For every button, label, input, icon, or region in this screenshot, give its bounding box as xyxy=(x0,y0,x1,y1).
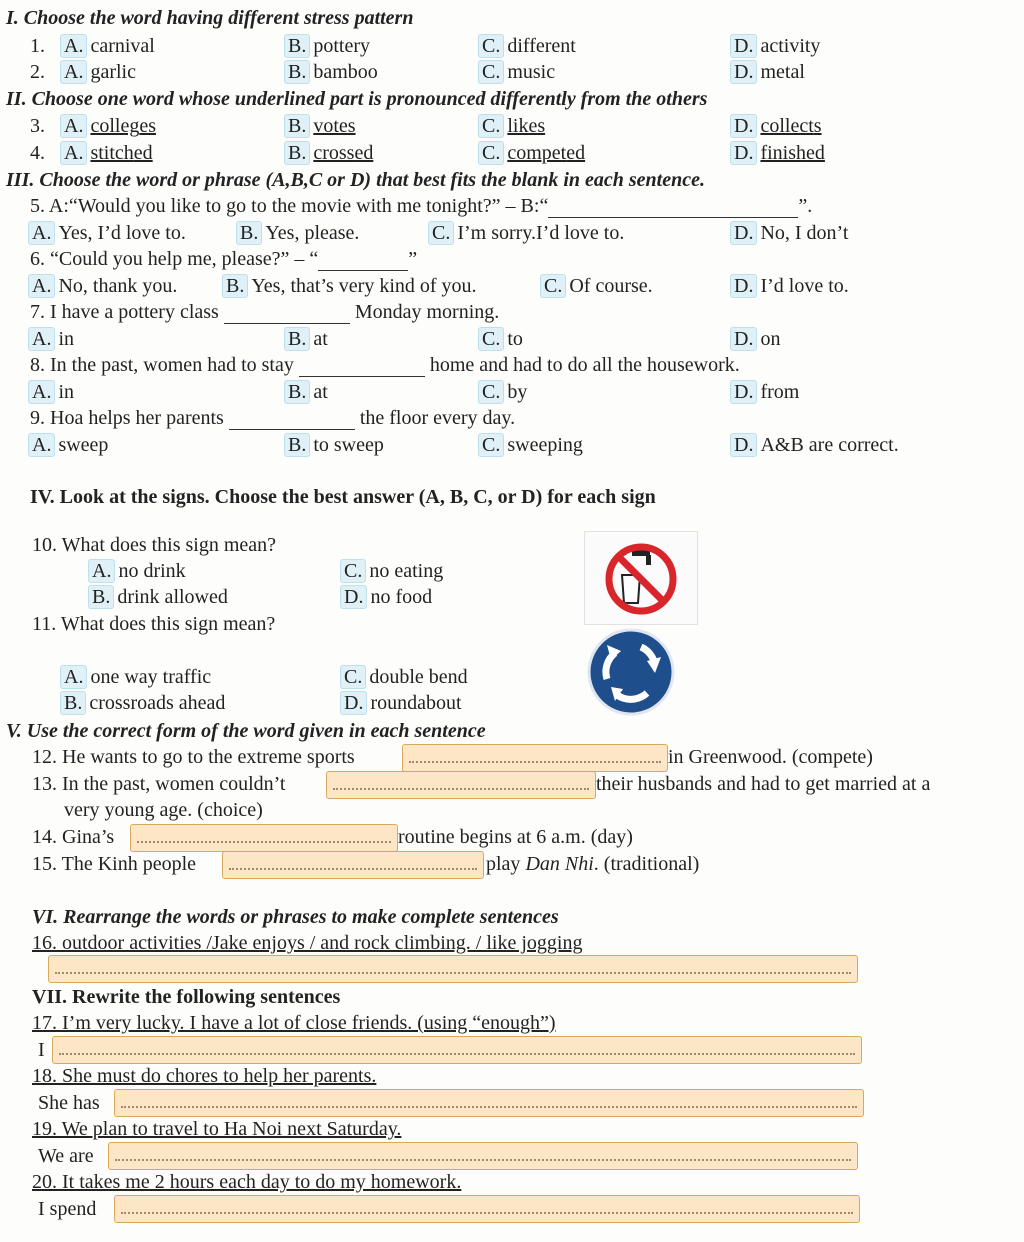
q6-text: 6. “Could you help me, please?” – “ ” xyxy=(30,248,418,270)
q8-blank[interactable] xyxy=(299,376,425,377)
section-7-title: VII. Rewrite the following sentences xyxy=(32,986,341,1008)
q10-option-c[interactable]: C. no eating xyxy=(340,559,443,583)
q11-option-b[interactable]: B. crossroads ahead xyxy=(60,691,225,715)
q20-text: 20. It takes me 2 hours each day to do my homework. xyxy=(32,1171,462,1193)
q13-text-post: their husbands and had to get married at a xyxy=(596,773,931,795)
q7-option-c[interactable]: C. to xyxy=(478,327,523,351)
q5-option-d[interactable]: D. No, I don’t xyxy=(730,221,848,245)
q10-text: 10. What does this sign mean? xyxy=(32,534,277,556)
q19-answer-box[interactable] xyxy=(108,1142,858,1170)
no-drinking-sign-icon xyxy=(584,531,698,625)
q10-option-a[interactable]: A. no drink xyxy=(88,559,186,583)
q5-text: 5. A:“Would you like to go to the movie with me tonight?” – B:“ ”. xyxy=(30,195,813,217)
q5-blank[interactable] xyxy=(548,217,798,218)
q3-option-c[interactable]: C. likes xyxy=(478,114,545,138)
q13-text-pre: 13. In the past, women couldn’t xyxy=(32,773,286,795)
q9-option-c[interactable]: C. sweeping xyxy=(478,433,583,457)
q9-option-b[interactable]: B. to sweep xyxy=(284,433,384,457)
q3-option-a[interactable]: A. colleges xyxy=(60,114,156,138)
q18-text: 18. She must do chores to help her parents. xyxy=(32,1065,377,1087)
q4-option-b[interactable]: B. crossed xyxy=(284,141,373,165)
q1-number: 1. xyxy=(30,35,45,57)
q2-number: 2. xyxy=(30,61,45,83)
q7-text: 7. I have a pottery class Monday morning. xyxy=(30,301,500,323)
q3-number: 3. xyxy=(30,115,45,137)
q7-option-a[interactable]: A. in xyxy=(28,327,74,351)
q2-option-b[interactable]: B. bamboo xyxy=(284,60,378,84)
q20-start: I spend xyxy=(38,1198,97,1220)
q9-text: 9. Hoa helps her parents the floor every day. xyxy=(30,407,516,429)
q18-start: She has xyxy=(38,1092,100,1114)
q14-text-post: routine begins at 6 a.m. (day) xyxy=(398,826,633,848)
q1-option-c[interactable]: C. different xyxy=(478,34,576,58)
section-1-title: I. Choose the word having different stress pattern xyxy=(6,7,414,29)
q4-option-c[interactable]: C. competed xyxy=(478,141,585,165)
q8-option-a[interactable]: A. in xyxy=(28,380,74,404)
q11-option-c[interactable]: C. double bend xyxy=(340,665,468,689)
q3-option-d[interactable]: D. collects xyxy=(730,114,822,138)
q5-option-b[interactable]: B. Yes, please. xyxy=(236,221,359,245)
q12-answer-box[interactable] xyxy=(402,744,668,772)
q8-text: 8. In the past, women had to stay home and had to do all the housework. xyxy=(30,354,740,376)
q6-option-c[interactable]: C. Of course. xyxy=(540,274,653,298)
section-6-title: VI. Rearrange the words or phrases to make complete sentences xyxy=(32,906,559,928)
q1-option-b[interactable]: B. pottery xyxy=(284,34,370,58)
section-2-title: II. Choose one word whose underlined part is pronounced differently from the others xyxy=(6,88,708,110)
q2-option-d[interactable]: D. metal xyxy=(730,60,805,84)
roundabout-sign-icon xyxy=(585,627,677,717)
q6-blank[interactable] xyxy=(318,270,408,271)
q2-option-a[interactable]: A. garlic xyxy=(60,60,136,84)
q9-blank[interactable] xyxy=(229,429,355,430)
q10-option-b[interactable]: B. drink allowed xyxy=(88,585,228,609)
q11-option-d[interactable]: D. roundabout xyxy=(340,691,462,715)
q15-text-post: play Dan Nhi. (traditional) xyxy=(486,853,700,875)
q17-text: 17. I’m very lucky. I have a lot of close friends. (using “enough”) xyxy=(32,1012,556,1034)
q2-option-c[interactable]: C. music xyxy=(478,60,555,84)
section-3-title: III. Choose the word or phrase (A,B,C or D) that best fits the blank in each sentence. xyxy=(6,169,705,191)
q14-answer-box[interactable] xyxy=(130,824,398,852)
q9-option-a[interactable]: A. sweep xyxy=(28,433,108,457)
q8-option-c[interactable]: C. by xyxy=(478,380,527,404)
q6-option-b[interactable]: B. Yes, that’s very kind of you. xyxy=(222,274,477,298)
q6-option-d[interactable]: D. I’d love to. xyxy=(730,274,849,298)
q19-text: 19. We plan to travel to Ha Noi next Saturday. xyxy=(32,1118,402,1140)
q17-answer-box[interactable] xyxy=(52,1036,862,1064)
q19-start: We are xyxy=(38,1145,94,1167)
q8-option-d[interactable]: D. from xyxy=(730,380,799,404)
q15-text-pre: 15. The Kinh people xyxy=(32,853,197,875)
q3-option-b[interactable]: B. votes xyxy=(284,114,356,138)
q1-option-d[interactable]: D. activity xyxy=(730,34,820,58)
q12-text-post: in Greenwood. (compete) xyxy=(668,746,873,768)
q13-text-cont: very young age. (choice) xyxy=(64,799,263,821)
q9-option-d[interactable]: D. A&B are correct. xyxy=(730,433,899,457)
q7-blank[interactable] xyxy=(224,323,350,324)
q20-answer-box[interactable] xyxy=(114,1195,860,1223)
q4-option-a[interactable]: A. stitched xyxy=(60,141,153,165)
q15-answer-box[interactable] xyxy=(222,851,484,879)
q8-option-b[interactable]: B. at xyxy=(284,380,328,404)
q1-option-a[interactable]: A. carnival xyxy=(60,34,155,58)
q13-answer-box[interactable] xyxy=(326,771,596,799)
q16-answer-box[interactable] xyxy=(48,955,858,983)
section-4-title: IV. Look at the signs. Choose the best answer (A, B, C, or D) for each sign xyxy=(30,486,656,508)
q16-text: 16. outdoor activities /Jake enjoys / and rock climbing. / like jogging xyxy=(32,932,583,954)
q14-text-pre: 14. Gina’s xyxy=(32,826,115,848)
q4-number: 4. xyxy=(30,142,45,164)
q5-option-c[interactable]: C. I’m sorry.I’d love to. xyxy=(428,221,624,245)
q4-option-d[interactable]: D. finished xyxy=(730,141,825,165)
q17-start: I xyxy=(38,1039,45,1061)
q6-option-a[interactable]: A. No, thank you. xyxy=(28,274,177,298)
q10-option-d[interactable]: D. no food xyxy=(340,585,432,609)
section-5-title: V. Use the correct form of the word given in each sentence xyxy=(6,720,486,742)
q7-option-b[interactable]: B. at xyxy=(284,327,328,351)
q11-text: 11. What does this sign mean? xyxy=(32,613,276,635)
q18-answer-box[interactable] xyxy=(114,1089,864,1117)
q7-option-d[interactable]: D. on xyxy=(730,327,780,351)
q11-option-a[interactable]: A. one way traffic xyxy=(60,665,211,689)
q5-option-a[interactable]: A. Yes, I’d love to. xyxy=(28,221,186,245)
q12-text-pre: 12. He wants to go to the extreme sports xyxy=(32,746,355,768)
